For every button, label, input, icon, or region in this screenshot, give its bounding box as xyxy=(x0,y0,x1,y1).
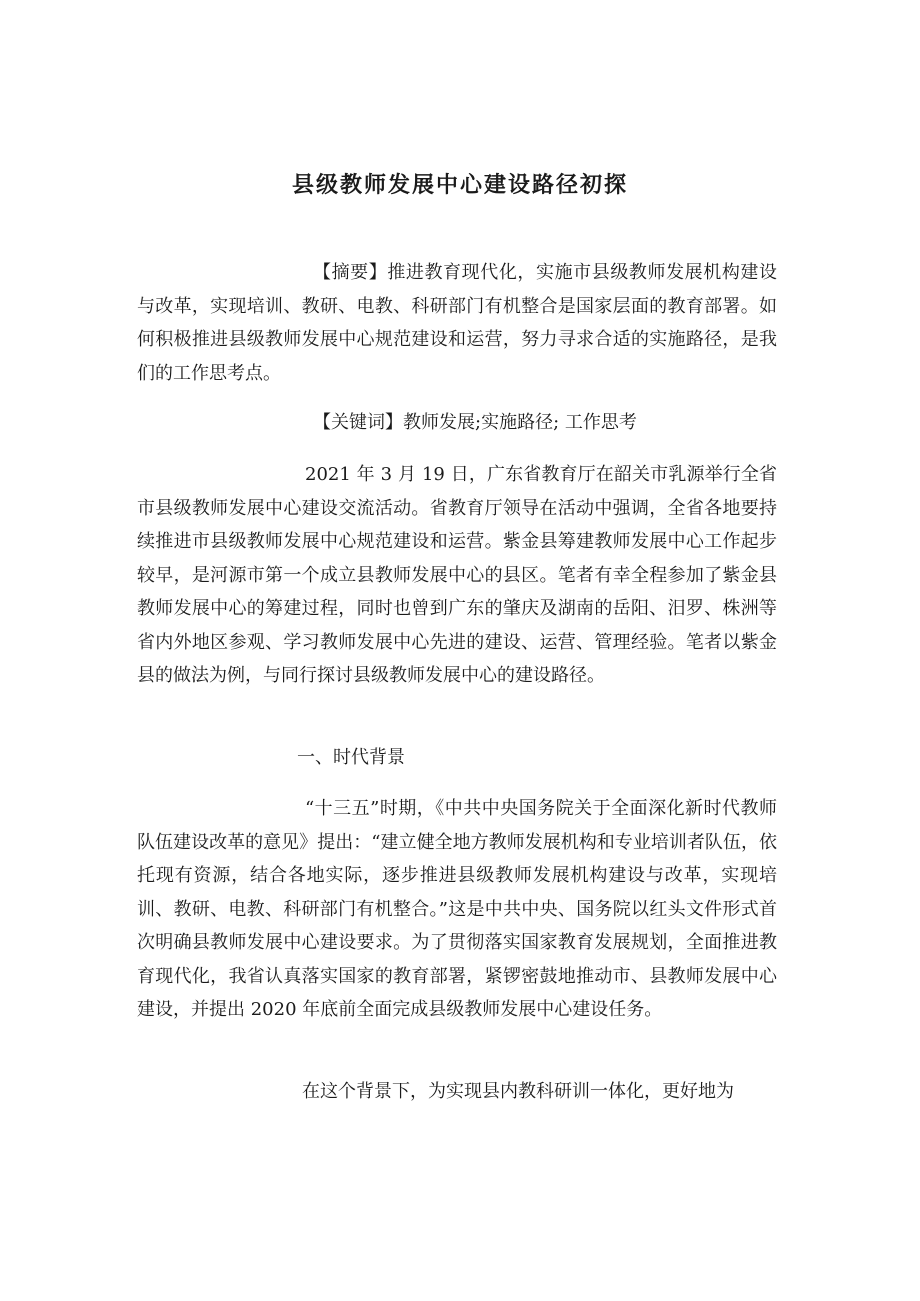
abstract-paragraph: 【摘要】推进教育现代化，实施市县级教师发展机构建设与改革，实现培训、教研、电教、科研部门有机整合是国家层面的教育部署。如何积极推进县级教师发展中心规范建设和运营，努力寻求合适的实施路径，是我们的工作思考点。 xyxy=(137,262,777,384)
continuation-paragraph: 在这个背景下，为实现县内教科研训一体化，更好地为 xyxy=(302,1081,734,1102)
section-heading: 一、时代背景 xyxy=(297,747,405,768)
background-paragraph: “十三五”时期，《中共中央国务院关于全面深化新时代教师队伍建设改革的意见》提出：“建立健全地方教师发展机构和专业培训者队伍，依托现有资源，结合各地实际，逐步推进县级教师发展机构建设与改革，实现培训、教研、电教、科研部门有机整合。”这是中共中央、国务院以红头文件形式首次明确县教师发展中心建设要求。为了贯彻落实国家教育发展规划，全面推进教育现代化，我省认真落实国家的教育部署，紧锣密鼓地推动市、县教师发展中心建设，并提出 2020 年底前全面完成县级教师发展中心建设任务。 xyxy=(137,798,777,1020)
keywords-paragraph: 【关键词】教师发展;实施路径; 工作思考 xyxy=(313,412,637,433)
intro-paragraph: 2021 年 3 月 19 日，广东省教育厅在韶关市乳源举行全省市县级教师发展中心建设交流活动。省教育厅领导在活动中强调，全省各地要持续推进市县级教师发展中心规范建设和运营。紫金县筹建教师发展中心工作起步较早，是河源市第一个成立县教师发展中心的县区。笔者有幸全程参加了紫金县教师发展中心的筹建过程，同时也曾到广东的肇庆及湖南的岳阳、汨罗、株洲等省内外地区参观、学习教师发展中心先进的建设、运营、管理经验。笔者以紫金县的做法为例，与同行探讨县级教师发展中心的建设路径。 xyxy=(137,464,777,686)
document-title: 县级教师发展中心建设路径初探 xyxy=(291,172,628,198)
